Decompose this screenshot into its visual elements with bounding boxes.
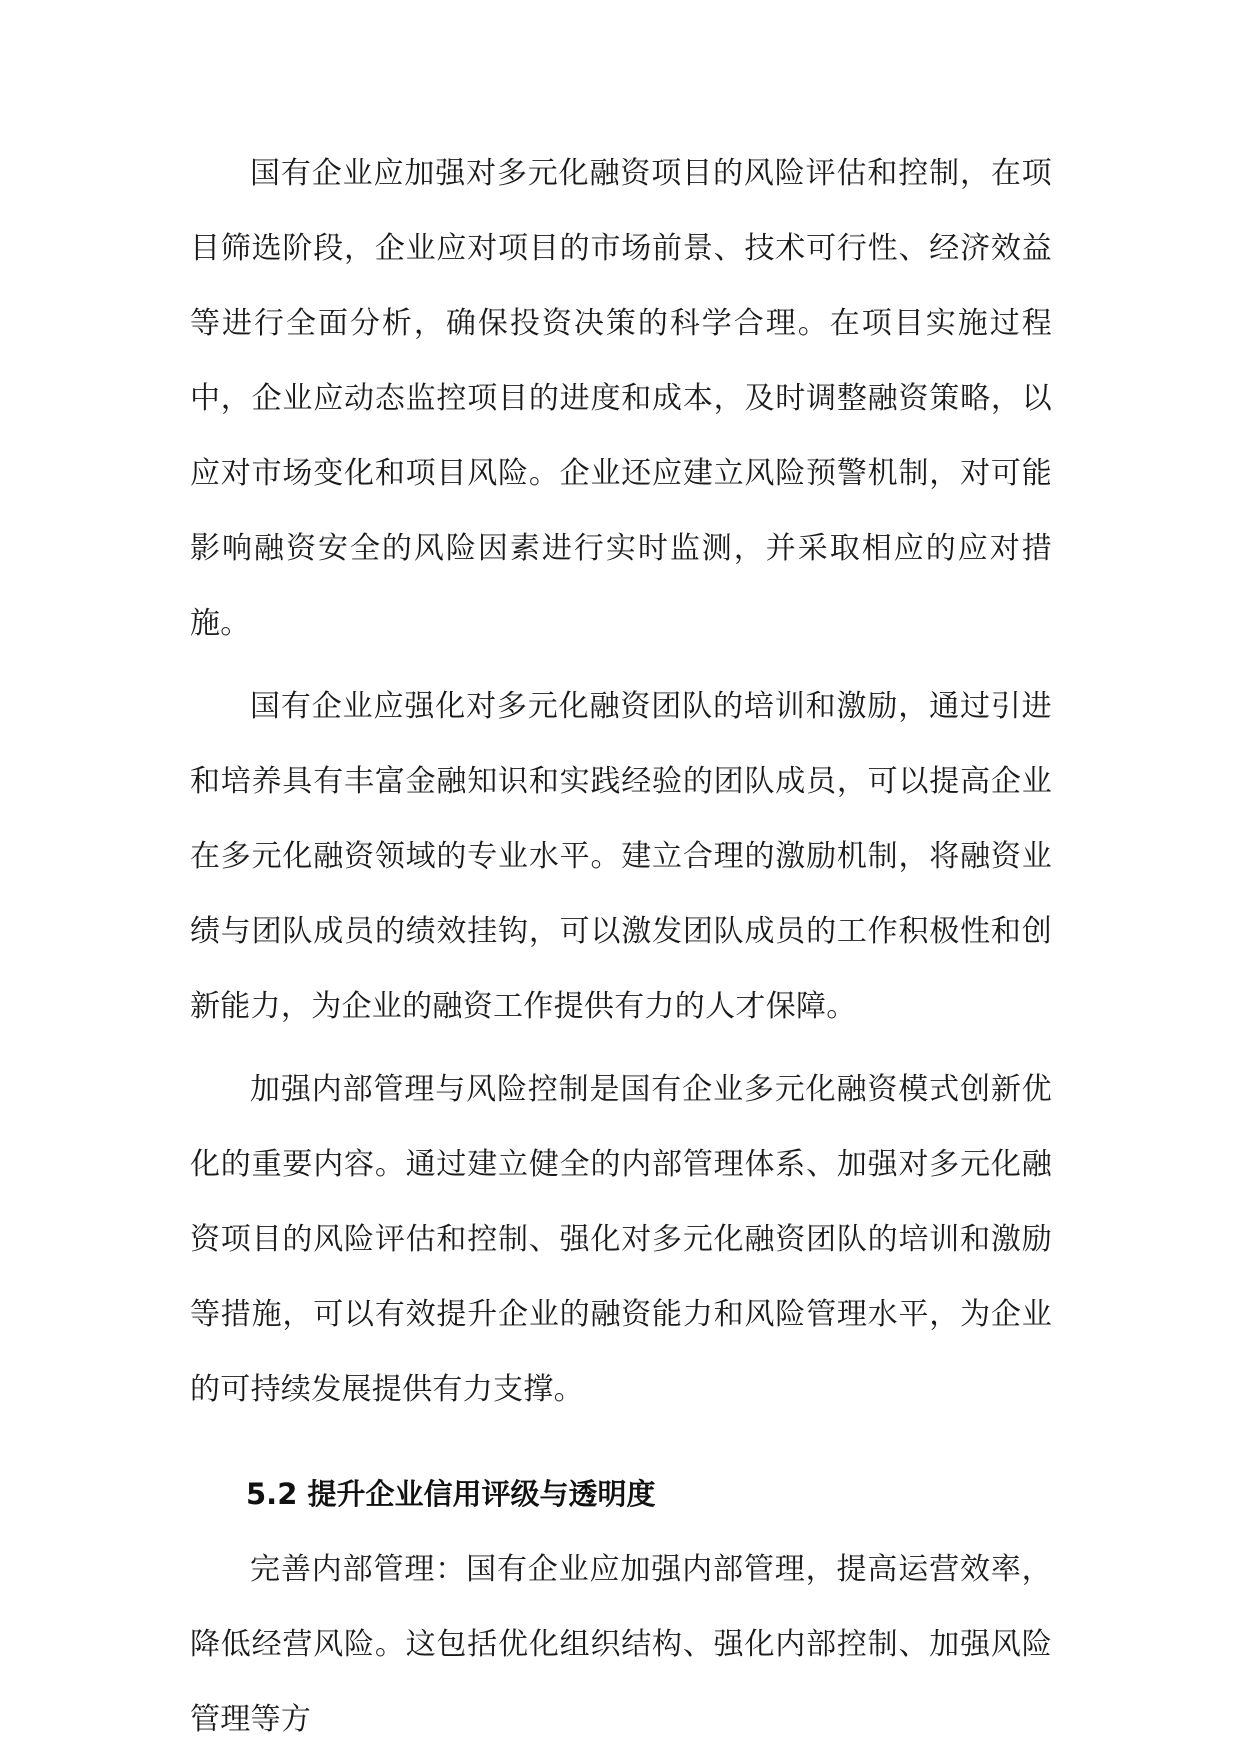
paragraph-risk-assessment: 国有企业应加强对多元化融资项目的风险评估和控制，在项目筛选阶段，企业应对项目的市场前景、技术可行性、经济效益等进行全面分析，确保投资决策的科学合理。在项目实施过程中，企业应动态监控项目的进度和成本，及时调整融资策略，以应对市场变化和项目风险。企业还应建立风险预警机制，对可能影响融资安全的风险因素进行实时监测，并采取相应的应对措施。 <box>190 156 1052 641</box>
paragraph-improve-internal-management: 完善内部管理：国有企业应加强内部管理，提高运营效率，降低经营风险。这包括优化组织结构、强化内部控制、加强风险管理等方 <box>190 1552 1052 1737</box>
document-body <box>190 136 1052 1757</box>
section-heading-5-2: 5.2 提升企业信用评级与透明度 <box>246 1477 656 1511</box>
paragraph-team-training: 国有企业应强化对多元化融资团队的培训和激励，通过引进和培养具有丰富金融知识和实践经验的团队成员，可以提高企业在多元化融资领域的专业水平。建立合理的激励机制，将融资业绩与团队成员的绩效挂钩，可以激发团队成员的工作积极性和创新能力，为企业的融资工作提供有力的人才保障。 <box>190 689 1052 1024</box>
paragraph-internal-management-summary: 加强内部管理与风险控制是国有企业多元化融资模式创新优化的重要内容。通过建立健全的内部管理体系、加强对多元化融资项目的风险评估和控制、强化对多元化融资团队的培训和激励等措施，可以有效提升企业的融资能力和风险管理水平，为企业的可持续发展提供有力支撑。 <box>190 1072 1052 1407</box>
